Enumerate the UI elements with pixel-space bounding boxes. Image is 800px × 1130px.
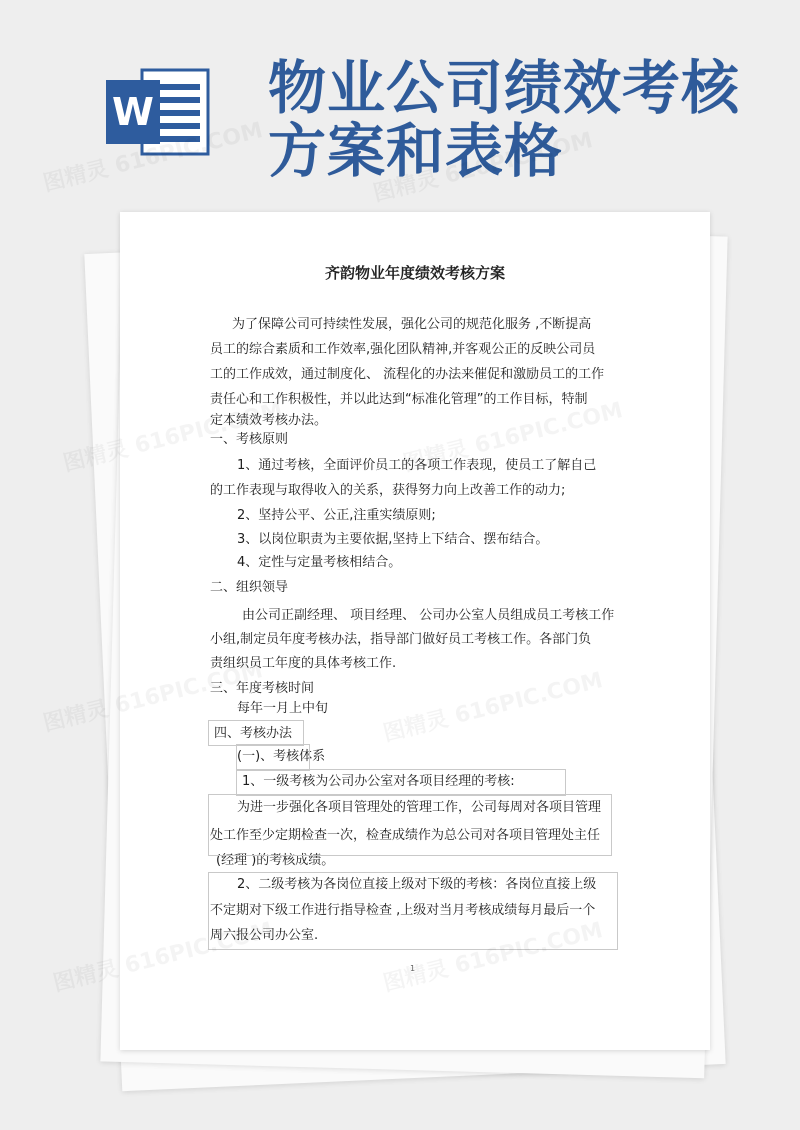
paragraph-line: 处工作至少定期检查一次，检查成绩作为总公司对各项目管理处主任 <box>210 828 601 843</box>
list-item: 2、二级考核为各岗位直接上级对下级的考核：各岗位直接上级 <box>237 877 597 892</box>
paragraph-line: (经理 )的考核成绩。 <box>216 853 335 868</box>
paragraph-line: 定本绩效考核办法。 <box>210 413 328 428</box>
paragraph-line: 责组织员工年度的具体考核工作. <box>210 656 397 671</box>
list-item: 1、通过考核，全面评价员工的各项工作表现，使员工了解自己 <box>237 458 597 473</box>
page-title-line-1: 物业公司绩效考核 <box>268 54 741 122</box>
list-item: 1、一级考核为公司办公室对各项目经理的考核: <box>242 774 515 789</box>
section-heading: 三、年度考核时间 <box>210 681 315 696</box>
document-page <box>120 212 710 1050</box>
paragraph-line: 由公司正副经理、 项目经理、 公司办公室人员组成员工考核工作 <box>242 608 615 623</box>
section-heading: 二、组织领导 <box>210 580 289 595</box>
section-heading: 四、考核办法 <box>214 726 293 741</box>
paragraph-line: 周六报公司办公室. <box>210 928 319 943</box>
word-document-icon <box>104 64 214 160</box>
section-heading: 一、考核原则 <box>210 432 289 447</box>
list-item: 2、坚持公平、公正,注重实绩原则; <box>237 508 436 523</box>
document-title: 齐韵物业年度绩效考核方案 <box>324 264 505 282</box>
paragraph-line: 工的工作成效，通过制度化、 流程化的办法来催促和激励员工的工作 <box>210 367 605 382</box>
list-item: 4、定性与定量考核相结合。 <box>237 555 402 570</box>
list-item: 3、以岗位职责为主要依据,坚持上下结合、摆布结合。 <box>237 532 549 547</box>
paragraph-line: 为进一步强化各项目管理处的管理工作，公司每周对各项目管理 <box>237 800 602 815</box>
paragraph-line: 每年一月上中旬 <box>237 701 329 716</box>
paragraph-line: 员工的综合素质和工作效率,强化团队精神,并客观公正的反映公司员 <box>210 342 596 357</box>
page-number: 1 <box>410 964 416 973</box>
page-title-line-2: 方案和表格 <box>268 117 564 185</box>
paragraph-line: 的工作表现与取得收入的关系，获得努力向上改善工作的动力; <box>210 483 566 498</box>
word-icon-letter: W <box>112 90 154 134</box>
paragraph-line: 为了保障公司可持续性发展，强化公司的规范化服务 ,不断提高 <box>232 317 592 332</box>
header <box>0 0 800 200</box>
paragraph-line: 不定期对下级工作进行指导检查 ,上级对当月考核成绩每月最后一个 <box>210 903 596 918</box>
paragraph-line: 小组,制定员年度考核办法，指导部门做好员工考核工作。各部门负 <box>210 632 592 647</box>
paragraph-line: 责任心和工作积极性，并以此达到“标准化管理”的工作目标，特制 <box>210 392 588 407</box>
subsection-heading: (一)、考核体系 <box>237 749 326 764</box>
